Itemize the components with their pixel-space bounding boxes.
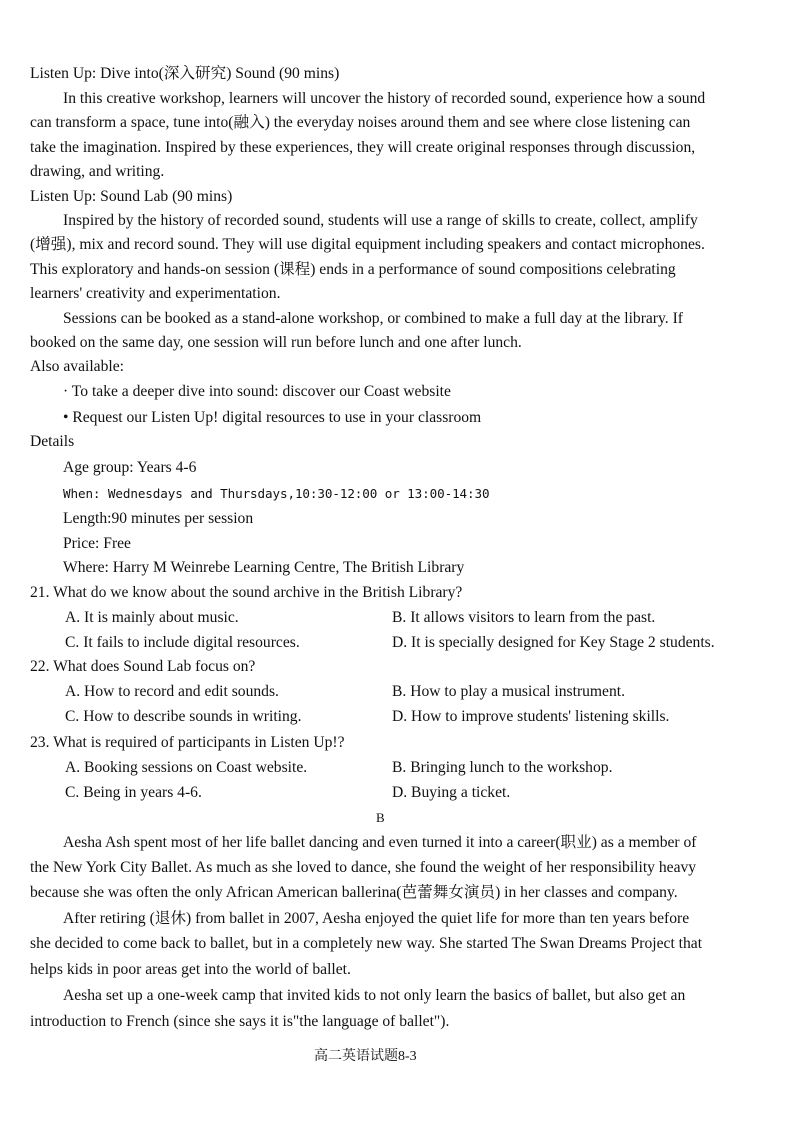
question-21-option-b: B. It allows visitors to learn from the past.: [392, 609, 656, 626]
also-available-item: • Request our Listen Up! digital resources to use in your classroom: [63, 409, 482, 426]
question-23-option-a: A. Booking sessions on Coast website.: [65, 759, 308, 776]
question-21-option-c: C. It fails to include digital resources.: [65, 634, 300, 651]
section-b-label: B: [376, 810, 385, 825]
heading-dive-into-sound: Listen Up: Dive into(深入研究) Sound (90 mins): [30, 65, 340, 82]
dive-paragraph-line: drawing, and writing.: [30, 163, 165, 180]
aesha-paragraph-2-line: After retiring (退休) from ballet in 2007, Aesha enjoyed the quiet life for more than ten years before: [63, 910, 690, 927]
question-23-option-c: C. Being in years 4-6.: [65, 784, 202, 801]
details-age-group: Age group: Years 4-6: [63, 459, 197, 476]
aesha-paragraph-3-line: introduction to French (since she says it is"the language of ballet").: [30, 1013, 450, 1030]
details-length: Length:90 minutes per session: [63, 510, 254, 527]
aesha-paragraph-1-line: Aesha Ash spent most of her life ballet dancing and even turned it into a career(职业) as a member of: [63, 834, 697, 851]
details-heading: Details: [30, 433, 75, 450]
question-22-option-c: C. How to describe sounds in writing.: [65, 708, 302, 725]
aesha-paragraph-2-line: she decided to come back to ballet, but in a completely new way. She started The Swan Dreams Project that: [30, 935, 703, 952]
question-21-option-d: D. It is specially designed for Key Stage 2 students.: [392, 634, 715, 651]
aesha-paragraph-3-line: Aesha set up a one-week camp that invited kids to not only learn the basics of ballet, but also get an: [63, 987, 686, 1004]
aesha-paragraph-1-line: the New York City Ballet. As much as she loved to dance, she found the weight of her responsibility heavy: [30, 859, 697, 876]
question-22-option-d: D. How to improve students' listening skills.: [392, 708, 670, 725]
lab-paragraph-line: This exploratory and hands-on session (课程) ends in a performance of sound compositions celebrating: [30, 261, 676, 278]
sessions-paragraph-line: booked on the same day, one session will run before lunch and one after lunch.: [30, 334, 522, 351]
also-available-item: · To take a deeper dive into sound: discover our Coast website: [63, 383, 451, 400]
question-22-option-a: A. How to record and edit sounds.: [65, 683, 279, 700]
question-21-stem: 21. What do we know about the sound archive in the British Library?: [30, 584, 463, 601]
details-when: When: Wednesdays and Thursdays,10:30-12:00 or 13:00-14:30: [63, 486, 490, 501]
sessions-paragraph-line: Sessions can be booked as a stand-alone workshop, or combined to make a full day at the library. If: [63, 310, 683, 327]
question-22-stem: 22. What does Sound Lab focus on?: [30, 658, 256, 675]
lab-paragraph-line: Inspired by the history of recorded sound, students will use a range of skills to create, collect, amplify: [63, 212, 698, 229]
question-21-option-a: A. It is mainly about music.: [65, 609, 239, 626]
question-23-stem: 23. What is required of participants in Listen Up!?: [30, 734, 345, 751]
also-available-heading: Also available:: [30, 358, 124, 375]
question-23-option-d: D. Buying a ticket.: [392, 784, 511, 801]
aesha-paragraph-2-line: helps kids in poor areas get into the world of ballet.: [30, 961, 351, 978]
dive-paragraph-line: take the imagination. Inspired by these experiences, they will create original responses through discussion,: [30, 139, 696, 156]
heading-sound-lab: Listen Up: Sound Lab (90 mins): [30, 188, 233, 205]
lab-paragraph-line: (增强), mix and record sound. They will use digital equipment including speakers and contact microphones.: [30, 236, 705, 253]
aesha-paragraph-1-line: because she was often the only African American ballerina(芭蕾舞女演员) in her classes and company.: [30, 884, 678, 901]
question-22-option-b: B. How to play a musical instrument.: [392, 683, 626, 700]
details-price: Price: Free: [63, 535, 131, 552]
details-where: Where: Harry M Weinrebe Learning Centre, The British Library: [63, 559, 465, 576]
lab-paragraph-line: learners' creativity and experimentation.: [30, 285, 281, 302]
dive-paragraph-line: can transform a space, tune into(融入) the everyday noises around them and see where close listening can: [30, 114, 691, 131]
page-footer: 高二英语试题8-3: [314, 1049, 417, 1064]
dive-paragraph-line: In this creative workshop, learners will uncover the history of recorded sound, experience how a sound: [63, 90, 706, 107]
question-23-option-b: B. Bringing lunch to the workshop.: [392, 759, 613, 776]
